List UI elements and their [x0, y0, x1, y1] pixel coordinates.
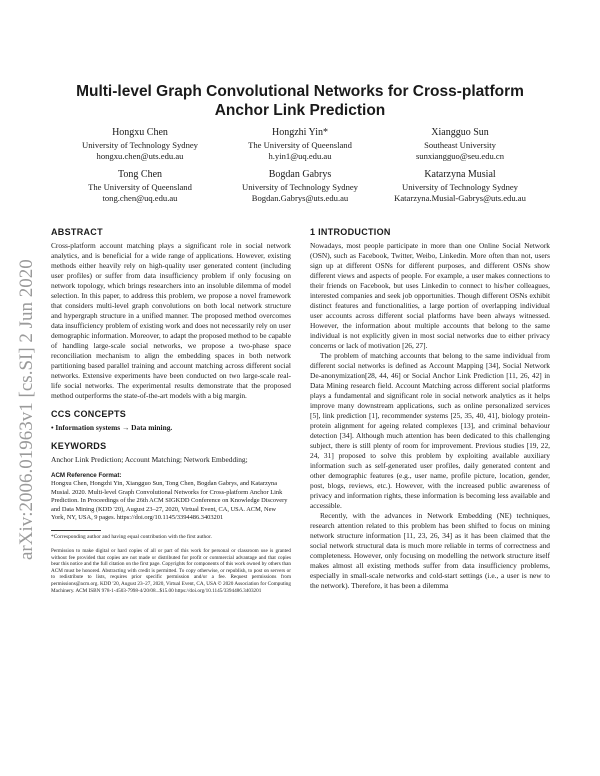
introduction-heading: 1 INTRODUCTION	[310, 227, 391, 237]
author-email: Katarzyna.Musial-Gabrys@uts.edu.au	[394, 193, 526, 203]
author-name: Katarzyna Musial	[424, 169, 496, 180]
intro-paragraph: Recently, with the advances in Network Embedding (NE) techniques, research attention related to this problem has been shifted to focus on mining network structure information [11, 23, 26, 34] as it has been claimed that the social network structural data is much more reliable in terms of correctness and completeness. However, only focusing on modelling the network structure itself makes almost all existing methods suffer from data insufficiency problems, especially in small-scale networks and cold-start settings (i.e., a user is new to the network). Therefore, it has been a dilemma	[310, 511, 550, 590]
author	[220, 126, 380, 162]
right-column	[310, 227, 550, 591]
paper-title: Multi-level Graph Convolutional Networks for Cross-platform Anchor Link Prediction	[76, 83, 524, 119]
acm-reference-text: Hongxu Chen, Hongzhi Yin, Xiangguo Sun, Tong Chen, Bogdan Gabrys, and Katarzyna Musial. 2020. Multi-level Graph Convolutional Networks for Cross-platform Anchor Link Prediction. In Proceedings of the 26th ACM SIGKDD Conference on Knowledge Discovery and Data Mining (KDD '20), August 23–27, 2020, Virtual Event, CA, USA. ACM, New York, NY, USA, 9 pages. https://doi.org/10.1145/3394486.3403201	[51, 480, 288, 522]
author-name: Bogdan Gabrys	[268, 169, 332, 180]
author-email: sunxiangguo@seu.edu.cn	[415, 151, 505, 161]
author-name: Tong Chen	[117, 169, 163, 180]
ccs-heading: CCS CONCEPTS	[51, 409, 127, 419]
author-row	[60, 126, 540, 162]
arxiv-identifier	[2, 222, 46, 562]
author-email: h.yin1@uq.edu.au	[268, 151, 332, 161]
author-row	[60, 168, 540, 204]
intro-paragraph: The problem of matching accounts that belong to the same individual from different social networks is defined as Account Mapping [34], Social Network De-anonymization[28, 44, 46] or Social Anchor Link Prediction [11, 26, 42] in Data Mining research field. Account Matching across different social platforms plays a fundamental and significant role in social network analytics as it helps improve many downstream applications, such as online personalized services [5], link prediction [1], recommender systems [25, 35, 40, 41], biology protein-protein alignment for ageing related complexes [13], and criminal behaviour detection [34]. Although much attention has been dedicated to this challenging subject, there is still plenty of room for improvement. Previous studies [19, 22, 24, 31] proposed to solve this problem by exploiting available auxiliary information such as self-generated user profiles, daily generated content and other demographic features (e.g., user name, profile picture, location, gender, post, blogs, reviews, etc.). However, with the increased public awareness of privacy and information rights, these information is becoming less available and accessible.	[310, 351, 550, 510]
author-name: Xiangguo Sun	[431, 127, 489, 138]
ccs-section	[51, 409, 291, 433]
author	[60, 126, 220, 162]
author-affiliation: The University of Queensland	[88, 182, 192, 192]
author	[60, 168, 220, 204]
author-name: Hongxu Chen	[112, 127, 168, 138]
author	[380, 168, 540, 204]
author-email: hongxu.chen@uts.edu.au	[96, 151, 184, 161]
keywords-section	[51, 441, 291, 465]
author-email: tong.chen@uq.edu.au	[102, 193, 178, 203]
author-affiliation: Southeast University	[424, 140, 496, 150]
permission-notice: Permission to make digital or hard copies of all or part of this work for personal or classroom use is granted without fee provided that copies are not made or distributed for profit or commercial advantage and that copies bear this notice and the full citation on the first page. Copyrights for components of this work owned by others than ACM must be honored. Abstracting with credit is permitted. To copy otherwise, or republish, to post on servers or to redistribute to lists, requires prior specific permission and/or a fee. Request permissions from permissions@acm.org. KDD '20, August 23–27, 2020, Virtual Event, CA, USA © 2020 Association for Computing Machinery. ACM ISBN 978-1-4503-7998-4/20/08...$15.00 https://doi.org/10.1145/3394486.3403201	[51, 547, 291, 594]
keywords-text: Anchor Link Prediction; Account Matching; Network Embedding;	[51, 455, 248, 464]
abstract-heading: ABSTRACT	[51, 227, 103, 237]
author-affiliation: The University of Queensland	[248, 140, 352, 150]
author-affiliation: University of Technology Sydney	[242, 182, 358, 192]
author-affiliation: University of Technology Sydney	[402, 182, 518, 192]
author	[380, 126, 540, 162]
svg-text:arXiv:2006.01963v1 [cs.SI] 2: arXiv:2006.01963v1 [cs.SI] 2 Jun 2020	[16, 259, 37, 560]
keywords-heading: KEYWORDS	[51, 441, 107, 451]
author	[220, 168, 380, 204]
author-name: Hongzhi Yin*	[271, 127, 328, 138]
intro-paragraph: Nowadays, most people participate in more than one Online Social Network (OSN), such as Facebook, Twitter, Weibo, Linkedin. More often than not, users sign up at different OSNs for different purposes, and different OSNs show different views and aspects of people. For example, a user makes connections to their friends on Facebook, but uses Linkedin to connect to his/her colleagues, interested companies and seek job opportunities. Though different OSNs exhibit distinct features and functionalities, a large portion of overlapping individual user accounts across different social platforms have been always witnessed. However, the information about multiple accounts that belong to the same individual is not explicitly given in most social networks due to either privacy concerns or lack of motivation [26, 27].	[310, 241, 550, 350]
acm-reference-heading: ACM Reference Format:	[51, 472, 122, 479]
author-email: Bogdan.Gabrys@uts.edu.au	[251, 193, 349, 203]
author-affiliation: University of Technology Sydney	[82, 140, 198, 150]
footnote-rule	[51, 530, 101, 531]
abstract-text: Cross-platform account matching plays a significant role in social network analytics, and is beneficial for a wide range of applications. However, existing methods either heavily rely on high-quality user generated content (including user profiles) or suffer from data insufficiency problem if only focusing on network topology, which brings researchers into an insoluble dilemma of model selection. In this paper, to address this problem, we propose a novel framework that considers multi-level graph convolutions on both local network structure and hypergraph structure in a unified manner. The proposed method overcomes data insufficiency problem of existing work and does not necessarily rely on user demographic information. Moreover, to adapt the proposed method to be capable of handling large-scale social networks, we propose a two-phase space reconciliation mechanism to align the embedding spaces in both network partitioning based parallel training and account matching across different social networks. Extensive experiments have been conducted on two large-scale real-life social networks. The experimental results demonstrate that the proposed method outperforms the state-of-the-art models with a big margin.	[51, 241, 291, 400]
ccs-concepts: • Information systems → Data mining.	[51, 423, 173, 432]
left-column	[51, 227, 291, 594]
footnote: *Corresponding author and having equal contribution with the first author.	[51, 533, 212, 540]
author-block	[60, 126, 540, 210]
